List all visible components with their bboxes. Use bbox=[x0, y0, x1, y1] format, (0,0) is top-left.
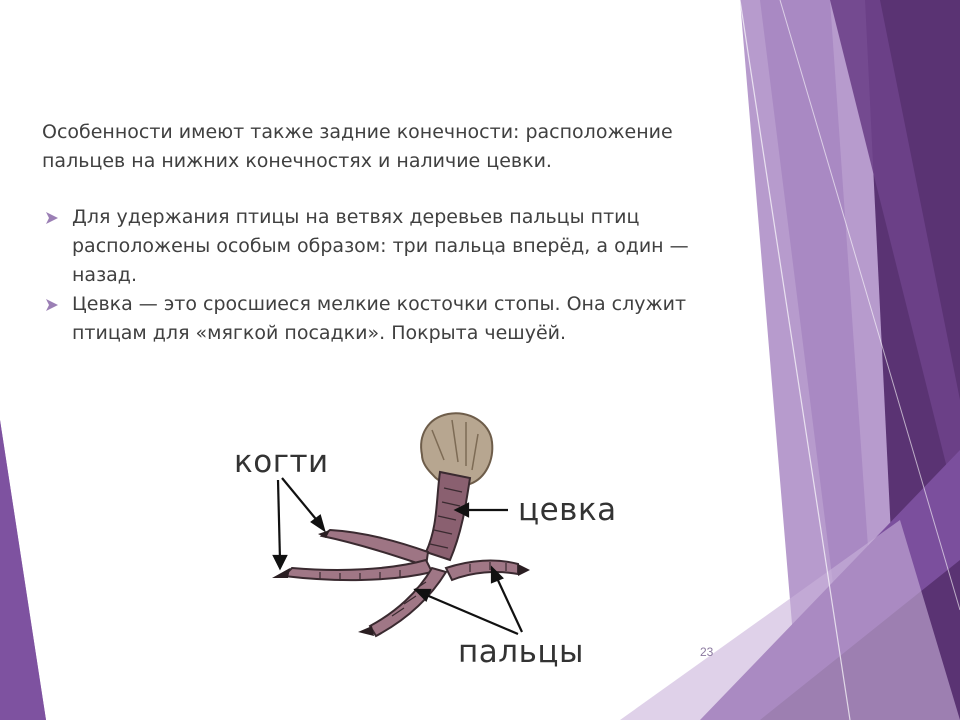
arrow-bullet-icon bbox=[46, 212, 58, 224]
bullet-text: Для удержания птицы на ветвях деревьев пальцы птиц расположены особым образом: три пальца вперёд, а один — назад. bbox=[72, 206, 689, 286]
tarsus-shape bbox=[426, 472, 470, 560]
bullet-list bbox=[46, 203, 746, 348]
bird-foot-figure bbox=[200, 400, 640, 690]
bullet-text: Цевка — это сросшиеся мелкие косточки стопы. Она служит птицам для «мягкой посадки». Покрыта чешуёй. bbox=[72, 293, 687, 344]
page-number: 23 bbox=[700, 645, 714, 659]
label-toes: пальцы bbox=[458, 634, 584, 670]
arrow-bullet-icon bbox=[46, 299, 58, 311]
bullet-item bbox=[46, 203, 746, 290]
back-toe-shape bbox=[322, 530, 428, 566]
front-toe-right-shape bbox=[446, 561, 518, 580]
label-claws: когти bbox=[234, 444, 329, 480]
bullet-item bbox=[46, 290, 746, 348]
front-toe-left-shape bbox=[284, 560, 432, 580]
label-tarsus: цевка bbox=[518, 492, 617, 528]
intro-paragraph: Особенности имеют также задние конечности: расположение пальцев на нижних конечностях и наличие цевки. bbox=[42, 121, 673, 172]
